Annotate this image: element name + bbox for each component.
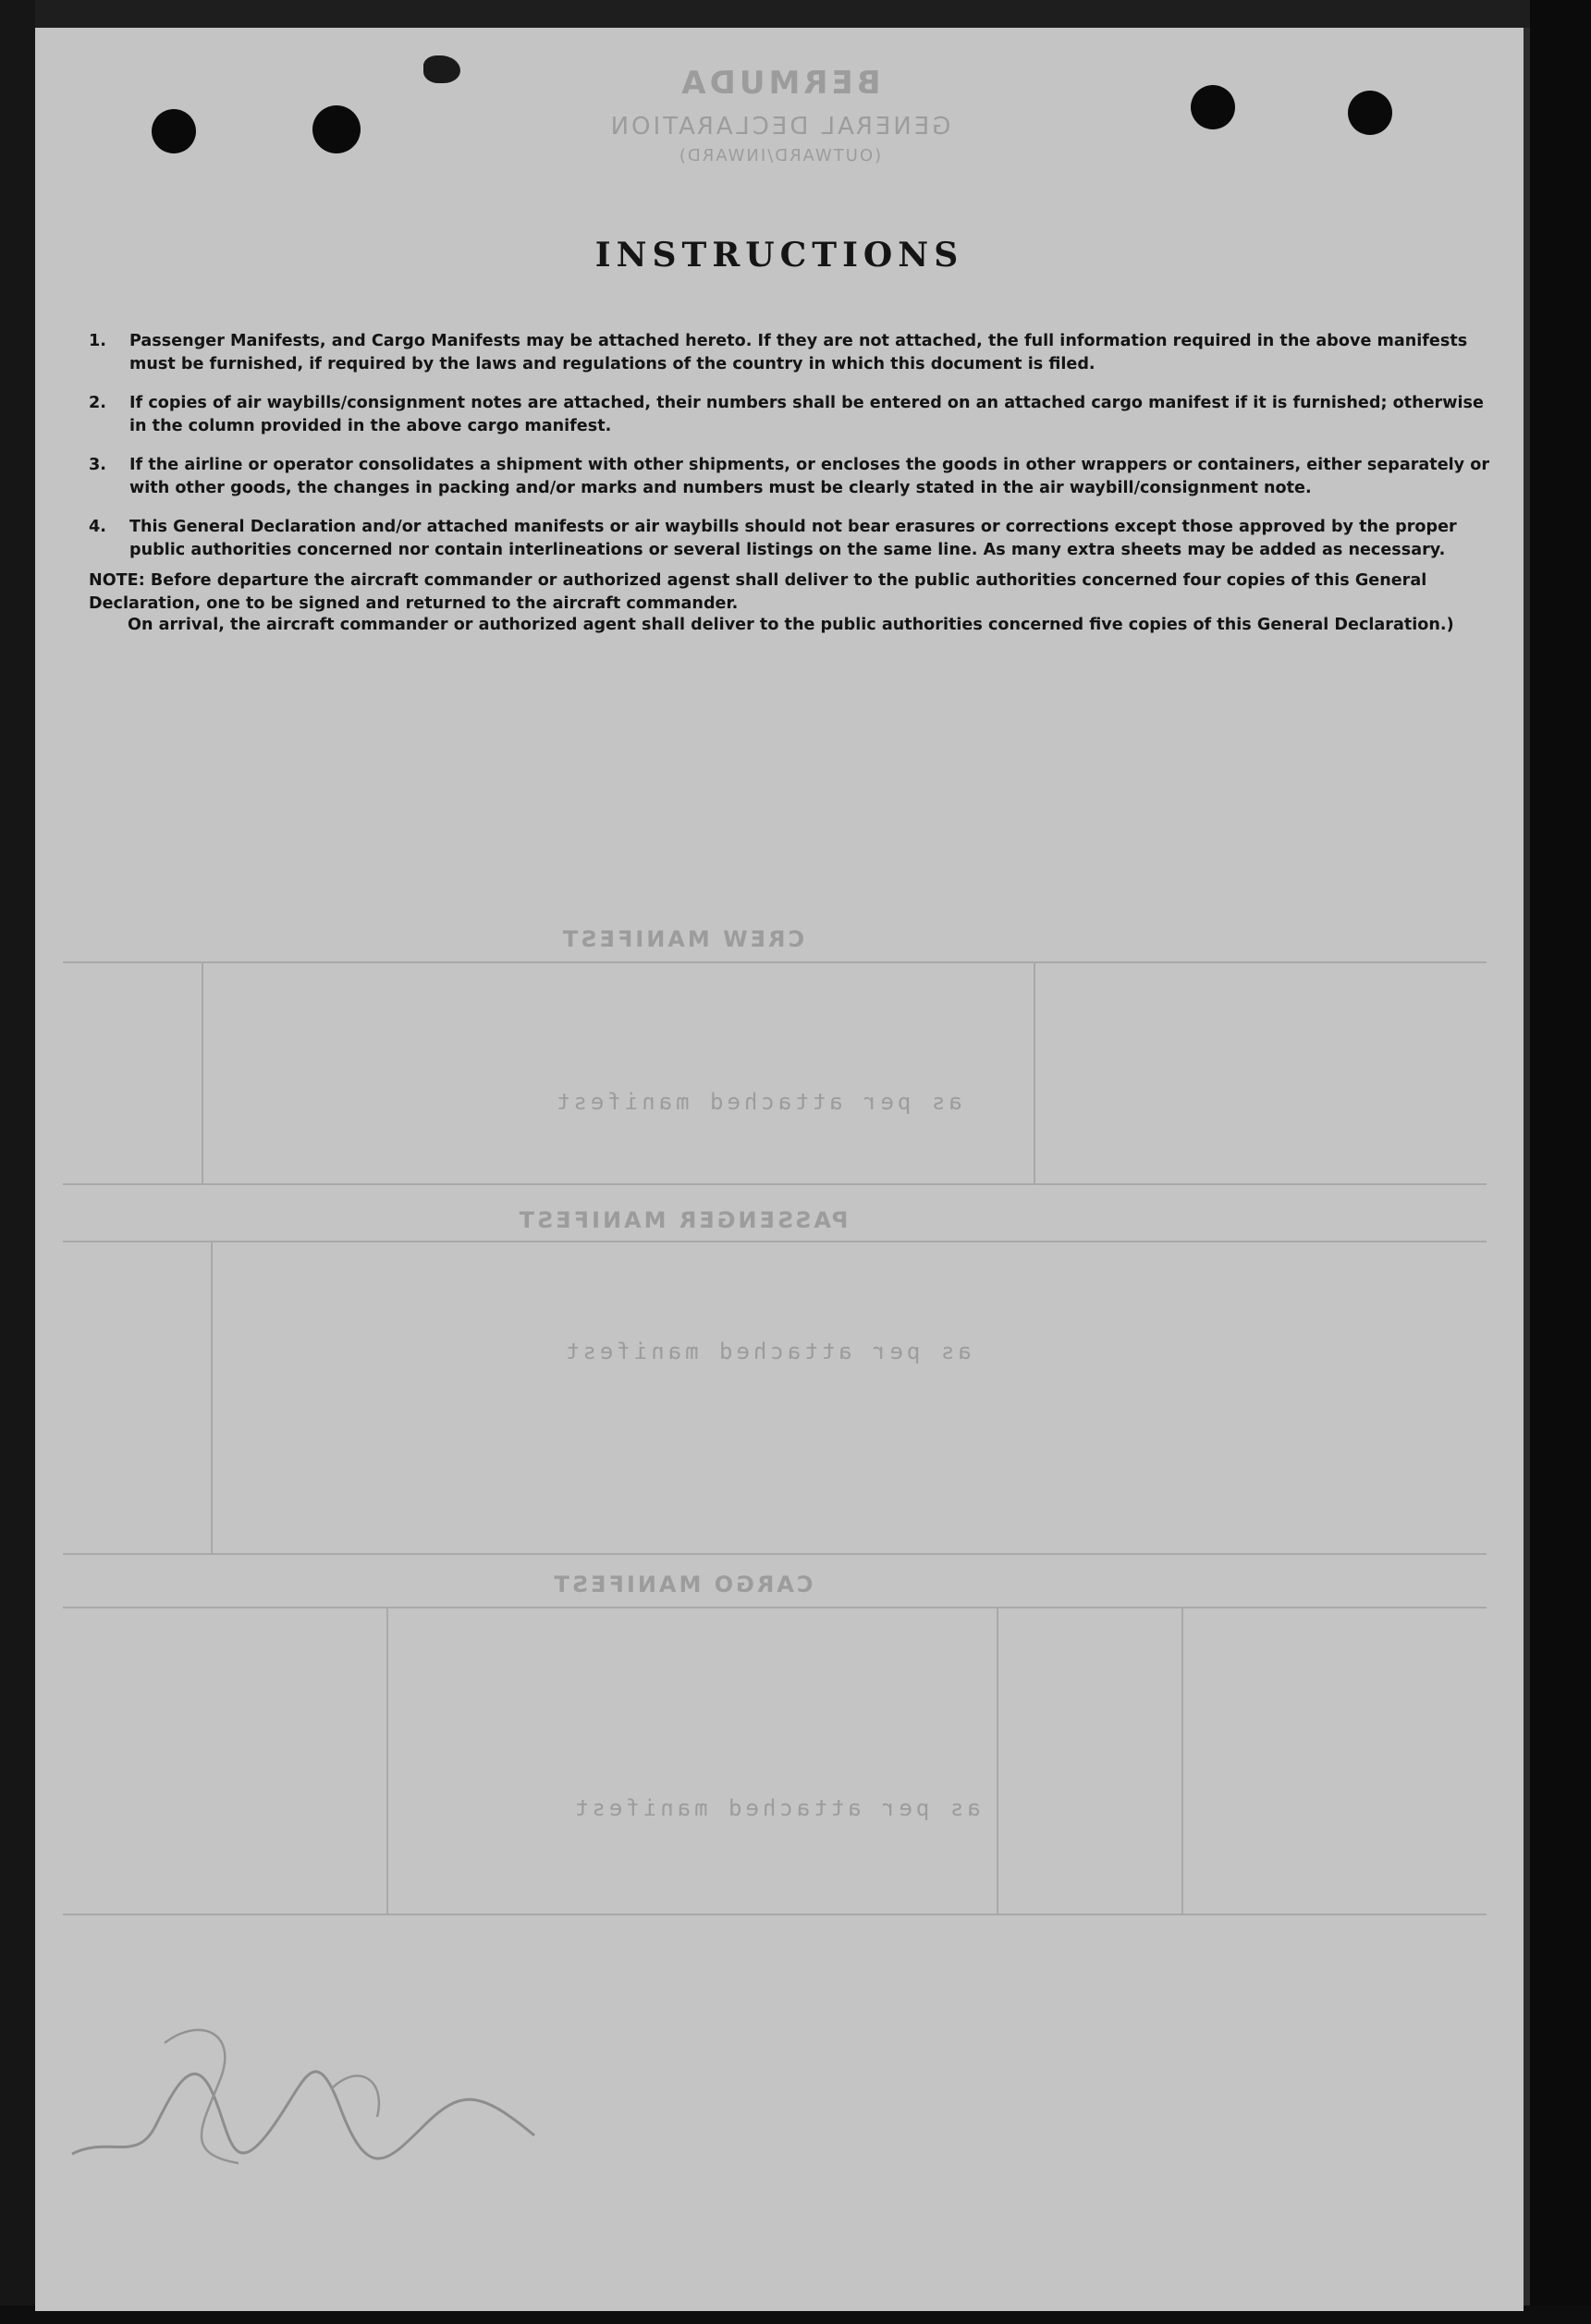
ghost-column-line: [386, 1607, 388, 1914]
ghost-column-line: [1034, 961, 1035, 1183]
note-paragraph: [89, 569, 1490, 616]
instructions-list: [89, 330, 1490, 637]
note-label: NOTE:: [89, 571, 145, 590]
ghost-column-line: [202, 961, 203, 1183]
instruction-text: This General Declaration and/or attached manifests or air waybills should not bear erasures or corrections except those approved by the proper public authorities concerned nor contain interlineations or several listings on the same line. As many extra sheets may be added as necessary.: [129, 518, 1457, 559]
ghost-crew-table-bottom: [63, 1183, 1487, 1185]
ghost-cargo-manifest: CARGO MANIFEST: [551, 1572, 814, 1597]
instruction-number: 1.: [89, 332, 106, 350]
instruction-item: [89, 516, 1490, 562]
ghost-crew-table-top: [63, 961, 1487, 963]
document-page: [35, 28, 1524, 2311]
ghost-passenger-note: as per attached manifest: [562, 1339, 972, 1364]
instructions-heading: INSTRUCTIONS: [594, 236, 964, 275]
ghost-crew-manifest: CREW MANIFEST: [559, 926, 805, 952]
ghost-passenger-table-bottom: [63, 1553, 1487, 1555]
arrival-paragraph: [89, 614, 1490, 637]
ghost-cargo-table-bottom: [63, 1914, 1487, 1915]
note-text: Before departure the aircraft commander or authorized agenst shall deliver to the public authorities concerned four copies of this General Declaration, one to be signed and returned to the aircraft commander.: [89, 571, 1427, 613]
ghost-column-line: [211, 1241, 213, 1553]
instruction-number: 2.: [89, 394, 106, 412]
instruction-item: [89, 454, 1490, 500]
ghost-cargo-table-top: [63, 1607, 1487, 1608]
ghost-signature: [54, 1978, 627, 2200]
scan-border-right: [1530, 0, 1591, 2324]
ghost-passenger-table-top: [63, 1241, 1487, 1242]
ghost-header-title: BERMUDA: [678, 65, 881, 102]
instruction-text: Passenger Manifests, and Cargo Manifests may be attached hereto. If they are not attached, the full information required in the above manifests must be furnished, if required by the laws and regulations of the country in which this document is filed.: [129, 332, 1468, 373]
arrival-text: On arrival, the aircraft commander or authorized agent shall deliver to the public authorities concerned five copies of this General Declaration.): [128, 616, 1454, 634]
instruction-number: 4.: [89, 518, 106, 536]
instruction-text: If the airline or operator consolidates a shipment with other shipments, or encloses the goods in other wrappers or containers, either separately or with other goods, the changes in packing and/or marks and numbers must be clearly stated in the air waybill/consignment note.: [129, 456, 1490, 497]
instruction-item: [89, 392, 1490, 438]
ghost-cargo-note: as per attached manifest: [571, 1795, 981, 1821]
instruction-item: [89, 330, 1490, 376]
scan-border-top: [0, 0, 1591, 28]
instruction-text: If copies of air waybills/consignment notes are attached, their numbers shall be entered on an attached cargo manifest if it is furnished; otherwise in the column provided in the above cargo manifest.: [129, 394, 1484, 435]
ghost-column-line: [1181, 1607, 1183, 1914]
ghost-crew-note: as per attached manifest: [553, 1089, 962, 1115]
scan-border-left: [0, 0, 35, 2324]
ghost-column-line: [997, 1607, 998, 1914]
instruction-number: 3.: [89, 456, 106, 474]
ghost-passenger-manifest: PASSENGER MANIFEST: [516, 1207, 849, 1233]
ghost-header-direction: (OUTWARD/INWARD): [677, 146, 882, 165]
ghost-header-subtitle: GENERAL DECLARATION: [607, 113, 951, 141]
